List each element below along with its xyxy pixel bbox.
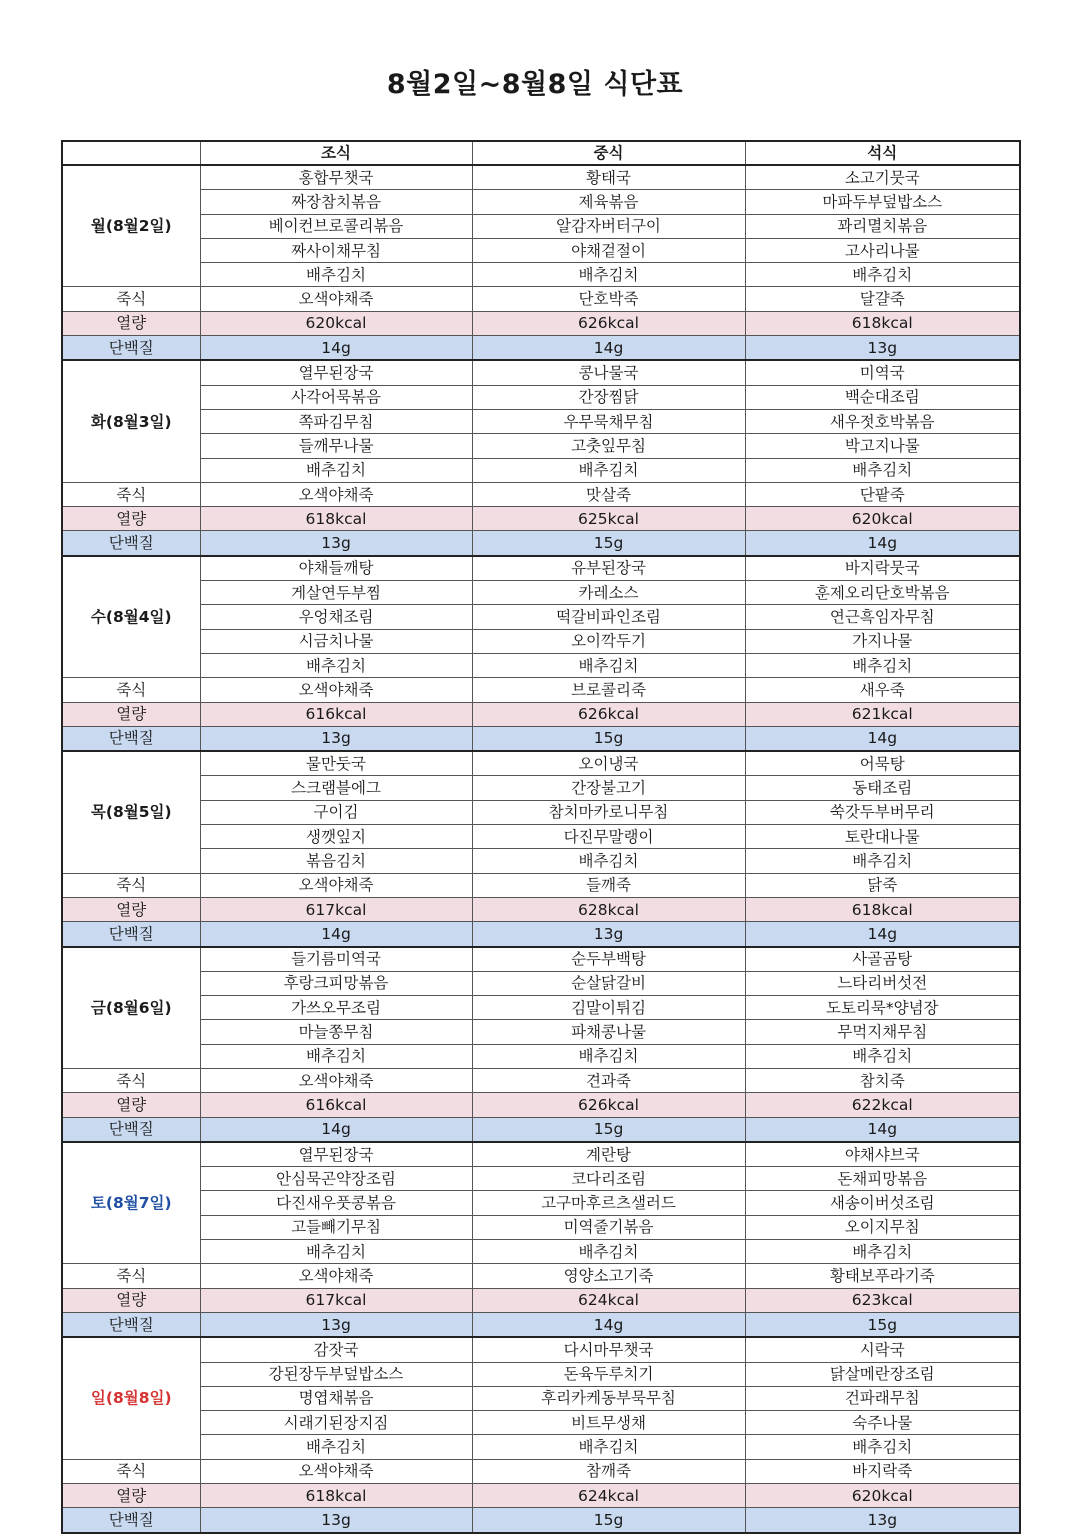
kcal-value: 620kcal: [745, 1484, 1020, 1508]
lunch-item: 순살닭갈비: [472, 971, 745, 995]
lunch-item: 유부된장국: [472, 556, 745, 581]
menu-row: [62, 1411, 1020, 1435]
dinner-item: 쑥갓두부버무리: [745, 800, 1020, 824]
menu-row: [62, 1386, 1020, 1410]
breakfast-item: 배추김치: [200, 458, 472, 482]
kcal-row: [62, 1484, 1020, 1508]
porridge-value: 황태보푸라기죽: [745, 1264, 1020, 1288]
dinner-item: 배추김치: [745, 458, 1020, 482]
porridge-value: 바지락죽: [745, 1459, 1020, 1483]
header-dinner: 석식: [745, 141, 1020, 165]
porridge-value: 브로콜리죽: [472, 678, 745, 702]
protein-value: 14g: [472, 1312, 745, 1337]
lunch-item: 다시마무챗국: [472, 1337, 745, 1362]
breakfast-item: 홍합무챗국: [200, 165, 472, 190]
lunch-item: 배추김치: [472, 1435, 745, 1459]
day-label: 토(8월7일): [62, 1142, 200, 1264]
porridge-value: 영양소고기죽: [472, 1264, 745, 1288]
protein-label: 단백질: [62, 1508, 200, 1533]
kcal-value: 625kcal: [472, 507, 745, 531]
kcal-value: 626kcal: [472, 1093, 745, 1117]
menu-row: [62, 1020, 1020, 1044]
lunch-item: 우무묵채무침: [472, 409, 745, 433]
porridge-value: 맛살죽: [472, 482, 745, 506]
kcal-value: 624kcal: [472, 1484, 745, 1508]
breakfast-item: 안심묵곤약장조림: [200, 1167, 472, 1191]
menu-row: [62, 1362, 1020, 1386]
kcal-value: 617kcal: [200, 1288, 472, 1312]
dinner-item: 박고지나물: [745, 434, 1020, 458]
kcal-value: 622kcal: [745, 1093, 1020, 1117]
menu-row: [62, 263, 1020, 287]
kcal-row: [62, 311, 1020, 335]
menu-row: [62, 581, 1020, 605]
lunch-item: 계란탕: [472, 1142, 745, 1167]
menu-row: [62, 849, 1020, 873]
kcal-value: 626kcal: [472, 702, 745, 726]
dinner-item: 어묵탕: [745, 751, 1020, 776]
breakfast-item: 배추김치: [200, 263, 472, 287]
breakfast-item: 배추김치: [200, 653, 472, 677]
breakfast-item: 우엉채조림: [200, 605, 472, 629]
porridge-value: 참깨죽: [472, 1459, 745, 1483]
day-label: 화(8월3일): [62, 360, 200, 482]
menu-row: [62, 629, 1020, 653]
menu-row: [62, 751, 1020, 776]
dinner-item: 백순대조림: [745, 385, 1020, 409]
dinner-item: 새우젓호박볶음: [745, 409, 1020, 433]
protein-value: 14g: [745, 1117, 1020, 1142]
dinner-item: 건파래무침: [745, 1386, 1020, 1410]
day-label: 월(8월2일): [62, 165, 200, 287]
dinner-item: 무먹지채무침: [745, 1020, 1020, 1044]
breakfast-item: 스크램블에그: [200, 776, 472, 800]
menu-row: [62, 238, 1020, 262]
dinner-item: 새송이버섯조림: [745, 1191, 1020, 1215]
dinner-item: 배추김치: [745, 263, 1020, 287]
menu-row: [62, 825, 1020, 849]
day-label: 목(8월5일): [62, 751, 200, 873]
breakfast-item: 배추김치: [200, 1044, 472, 1068]
protein-value: 15g: [472, 531, 745, 556]
porridge-value: 단팥죽: [745, 482, 1020, 506]
porridge-value: 오색야채죽: [200, 873, 472, 897]
porridge-label: 죽식: [62, 873, 200, 897]
menu-row: [62, 653, 1020, 677]
kcal-row: [62, 1093, 1020, 1117]
porridge-value: 오색야채죽: [200, 1459, 472, 1483]
porridge-row: [62, 873, 1020, 897]
kcal-value: 618kcal: [745, 897, 1020, 921]
protein-label: 단백질: [62, 922, 200, 947]
kcal-value: 617kcal: [200, 897, 472, 921]
porridge-row: [62, 1459, 1020, 1483]
page-title: 8월2일~8월8일 식단표: [386, 69, 684, 100]
dinner-item: 시락국: [745, 1337, 1020, 1362]
dinner-item: 도토리묵*양념장: [745, 996, 1020, 1020]
lunch-item: 알감자버터구이: [472, 214, 745, 238]
lunch-item: 코다리조림: [472, 1167, 745, 1191]
day-label: 수(8월4일): [62, 556, 200, 678]
porridge-row: [62, 1068, 1020, 1092]
protein-label: 단백질: [62, 336, 200, 361]
lunch-item: 간장찜닭: [472, 385, 745, 409]
breakfast-item: 쪽파김무침: [200, 409, 472, 433]
lunch-item: 떡갈비파인조림: [472, 605, 745, 629]
breakfast-item: 가쓰오무조림: [200, 996, 472, 1020]
protein-value: 15g: [745, 1312, 1020, 1337]
protein-value: 13g: [745, 336, 1020, 361]
porridge-value: 오색야채죽: [200, 678, 472, 702]
porridge-value: 오색야채죽: [200, 1264, 472, 1288]
breakfast-item: 시래기된장지짐: [200, 1411, 472, 1435]
breakfast-item: 명엽채볶음: [200, 1386, 472, 1410]
dinner-item: 바지락뭇국: [745, 556, 1020, 581]
porridge-label: 죽식: [62, 482, 200, 506]
menu-row: [62, 1240, 1020, 1264]
porridge-value: 오색야채죽: [200, 1068, 472, 1092]
kcal-label: 열량: [62, 1093, 200, 1117]
lunch-item: 황태국: [472, 165, 745, 190]
breakfast-item: 야채들깨탕: [200, 556, 472, 581]
menu-row: [62, 458, 1020, 482]
menu-row: [62, 1142, 1020, 1167]
dinner-item: 고사리나물: [745, 238, 1020, 262]
kcal-value: 626kcal: [472, 311, 745, 335]
lunch-item: 다진무말랭이: [472, 825, 745, 849]
dinner-item: 야채샤브국: [745, 1142, 1020, 1167]
kcal-value: 628kcal: [472, 897, 745, 921]
protein-row: [62, 336, 1020, 361]
protein-value: 13g: [200, 531, 472, 556]
dinner-item: 연근흑임자무침: [745, 605, 1020, 629]
dinner-item: 숙주나물: [745, 1411, 1020, 1435]
breakfast-item: 후랑크피망볶음: [200, 971, 472, 995]
porridge-value: 달걀죽: [745, 287, 1020, 311]
breakfast-item: 열무된장국: [200, 360, 472, 385]
menu-row: [62, 1044, 1020, 1068]
lunch-item: 배추김치: [472, 458, 745, 482]
porridge-label: 죽식: [62, 1459, 200, 1483]
lunch-item: 배추김치: [472, 653, 745, 677]
porridge-row: [62, 287, 1020, 311]
breakfast-item: 감잣국: [200, 1337, 472, 1362]
breakfast-item: 사각어묵볶음: [200, 385, 472, 409]
dinner-item: 가지나물: [745, 629, 1020, 653]
lunch-item: 오이냉국: [472, 751, 745, 776]
dinner-item: 꽈리멸치볶음: [745, 214, 1020, 238]
protein-row: [62, 1508, 1020, 1533]
breakfast-item: 볶음김치: [200, 849, 472, 873]
lunch-item: 미역줄기볶음: [472, 1215, 745, 1239]
porridge-value: 새우죽: [745, 678, 1020, 702]
protein-row: [62, 922, 1020, 947]
lunch-item: 배추김치: [472, 1044, 745, 1068]
dinner-item: 배추김치: [745, 1044, 1020, 1068]
breakfast-item: 생깻잎지: [200, 825, 472, 849]
protein-label: 단백질: [62, 726, 200, 751]
porridge-value: 단호박죽: [472, 287, 745, 311]
lunch-item: 후리카케동부묵무침: [472, 1386, 745, 1410]
lunch-item: 카레소스: [472, 581, 745, 605]
breakfast-item: 고들빼기무침: [200, 1215, 472, 1239]
menu-row: [62, 556, 1020, 581]
kcal-value: 621kcal: [745, 702, 1020, 726]
kcal-label: 열량: [62, 507, 200, 531]
dinner-item: 배추김치: [745, 1435, 1020, 1459]
lunch-item: 간장불고기: [472, 776, 745, 800]
dinner-item: 오이지무침: [745, 1215, 1020, 1239]
menu-row: [62, 971, 1020, 995]
kcal-row: [62, 897, 1020, 921]
kcal-row: [62, 507, 1020, 531]
protein-value: 14g: [745, 531, 1020, 556]
protein-value: 15g: [472, 726, 745, 751]
protein-value: 14g: [472, 336, 745, 361]
kcal-row: [62, 1288, 1020, 1312]
lunch-item: 고춧잎무침: [472, 434, 745, 458]
lunch-item: 비트무생채: [472, 1411, 745, 1435]
dinner-item: 배추김치: [745, 849, 1020, 873]
kcal-row: [62, 702, 1020, 726]
lunch-item: 순두부백탕: [472, 947, 745, 972]
breakfast-item: 짜사이채무침: [200, 238, 472, 262]
kcal-value: 616kcal: [200, 1093, 472, 1117]
porridge-row: [62, 678, 1020, 702]
breakfast-item: 베이컨브로콜리볶음: [200, 214, 472, 238]
protein-value: 15g: [472, 1508, 745, 1533]
menu-row: [62, 996, 1020, 1020]
menu-row: [62, 1215, 1020, 1239]
kcal-value: 624kcal: [472, 1288, 745, 1312]
porridge-label: 죽식: [62, 1068, 200, 1092]
porridge-value: 오색야채죽: [200, 482, 472, 506]
protein-value: 14g: [745, 726, 1020, 751]
porridge-value: 견과죽: [472, 1068, 745, 1092]
menu-row: [62, 1191, 1020, 1215]
menu-body: [62, 165, 1020, 1533]
dinner-item: 동태조림: [745, 776, 1020, 800]
dinner-item: 닭살메란장조림: [745, 1362, 1020, 1386]
breakfast-item: 열무된장국: [200, 1142, 472, 1167]
porridge-row: [62, 1264, 1020, 1288]
header-breakfast: 조식: [200, 141, 472, 165]
menu-row: [62, 1167, 1020, 1191]
protein-value: 13g: [200, 1508, 472, 1533]
porridge-label: 죽식: [62, 678, 200, 702]
kcal-label: 열량: [62, 1288, 200, 1312]
kcal-label: 열량: [62, 702, 200, 726]
protein-row: [62, 1312, 1020, 1337]
breakfast-item: 게살연두부찜: [200, 581, 472, 605]
dinner-item: 토란대나물: [745, 825, 1020, 849]
breakfast-item: 다진새우풋콩볶음: [200, 1191, 472, 1215]
protein-row: [62, 531, 1020, 556]
menu-row: [62, 800, 1020, 824]
porridge-row: [62, 482, 1020, 506]
breakfast-item: 구이김: [200, 800, 472, 824]
breakfast-item: 시금치나물: [200, 629, 472, 653]
lunch-item: 배추김치: [472, 1240, 745, 1264]
dinner-item: 훈제오리단호박볶음: [745, 581, 1020, 605]
lunch-item: 김말이튀김: [472, 996, 745, 1020]
menu-row: [62, 190, 1020, 214]
porridge-value: 닭죽: [745, 873, 1020, 897]
breakfast-item: 배추김치: [200, 1240, 472, 1264]
protein-value: 14g: [200, 336, 472, 361]
header-row: [62, 141, 1020, 165]
protein-label: 단백질: [62, 1117, 200, 1142]
menu-table: [61, 140, 1021, 1534]
kcal-value: 618kcal: [200, 507, 472, 531]
kcal-label: 열량: [62, 1484, 200, 1508]
kcal-value: 618kcal: [745, 311, 1020, 335]
protein-value: 14g: [200, 1117, 472, 1142]
lunch-item: 콩나물국: [472, 360, 745, 385]
protein-value: 13g: [200, 1312, 472, 1337]
breakfast-item: 들깨무나물: [200, 434, 472, 458]
menu-row: [62, 947, 1020, 972]
breakfast-item: 마늘쫑무침: [200, 1020, 472, 1044]
protein-value: 13g: [200, 726, 472, 751]
protein-label: 단백질: [62, 1312, 200, 1337]
kcal-value: 618kcal: [200, 1484, 472, 1508]
dinner-item: 사골곰탕: [745, 947, 1020, 972]
menu-row: [62, 434, 1020, 458]
kcal-label: 열량: [62, 897, 200, 921]
porridge-label: 죽식: [62, 287, 200, 311]
lunch-item: 배추김치: [472, 849, 745, 873]
lunch-item: 배추김치: [472, 263, 745, 287]
menu-row: [62, 1435, 1020, 1459]
kcal-value: 620kcal: [200, 311, 472, 335]
header-lunch: 중식: [472, 141, 745, 165]
menu-row: [62, 360, 1020, 385]
menu-row: [62, 409, 1020, 433]
porridge-label: 죽식: [62, 1264, 200, 1288]
menu-row: [62, 605, 1020, 629]
dinner-item: 돈채피망볶음: [745, 1167, 1020, 1191]
protein-value: 13g: [745, 1508, 1020, 1533]
breakfast-item: 짜장참치볶음: [200, 190, 472, 214]
protein-label: 단백질: [62, 531, 200, 556]
menu-row: [62, 776, 1020, 800]
lunch-item: 돈육두루치기: [472, 1362, 745, 1386]
lunch-item: 고구마후르츠샐러드: [472, 1191, 745, 1215]
dinner-item: 미역국: [745, 360, 1020, 385]
protein-value: 15g: [472, 1117, 745, 1142]
breakfast-item: 배추김치: [200, 1435, 472, 1459]
dinner-item: 느타리버섯전: [745, 971, 1020, 995]
breakfast-item: 들기름미역국: [200, 947, 472, 972]
kcal-value: 623kcal: [745, 1288, 1020, 1312]
day-label: 일(8월8일): [62, 1337, 200, 1459]
breakfast-item: 물만둣국: [200, 751, 472, 776]
dinner-item: 소고기뭇국: [745, 165, 1020, 190]
breakfast-item: 강된장두부덮밥소스: [200, 1362, 472, 1386]
lunch-item: 오이깍두기: [472, 629, 745, 653]
protein-row: [62, 1117, 1020, 1142]
day-label: 금(8월6일): [62, 947, 200, 1069]
lunch-item: 제육볶음: [472, 190, 745, 214]
kcal-value: 620kcal: [745, 507, 1020, 531]
menu-row: [62, 214, 1020, 238]
protein-value: 14g: [745, 922, 1020, 947]
header-empty: [62, 141, 200, 165]
lunch-item: 파채콩나물: [472, 1020, 745, 1044]
kcal-value: 616kcal: [200, 702, 472, 726]
porridge-value: 들깨죽: [472, 873, 745, 897]
protein-value: 14g: [200, 922, 472, 947]
protein-value: 13g: [472, 922, 745, 947]
dinner-item: 배추김치: [745, 1240, 1020, 1264]
porridge-value: 오색야채죽: [200, 287, 472, 311]
dinner-item: 배추김치: [745, 653, 1020, 677]
menu-row: [62, 1337, 1020, 1362]
protein-row: [62, 726, 1020, 751]
lunch-item: 야채겉절이: [472, 238, 745, 262]
kcal-label: 열량: [62, 311, 200, 335]
menu-row: [62, 385, 1020, 409]
dinner-item: 마파두부덮밥소스: [745, 190, 1020, 214]
menu-row: [62, 165, 1020, 190]
lunch-item: 참치마카로니무침: [472, 800, 745, 824]
porridge-value: 참치죽: [745, 1068, 1020, 1092]
